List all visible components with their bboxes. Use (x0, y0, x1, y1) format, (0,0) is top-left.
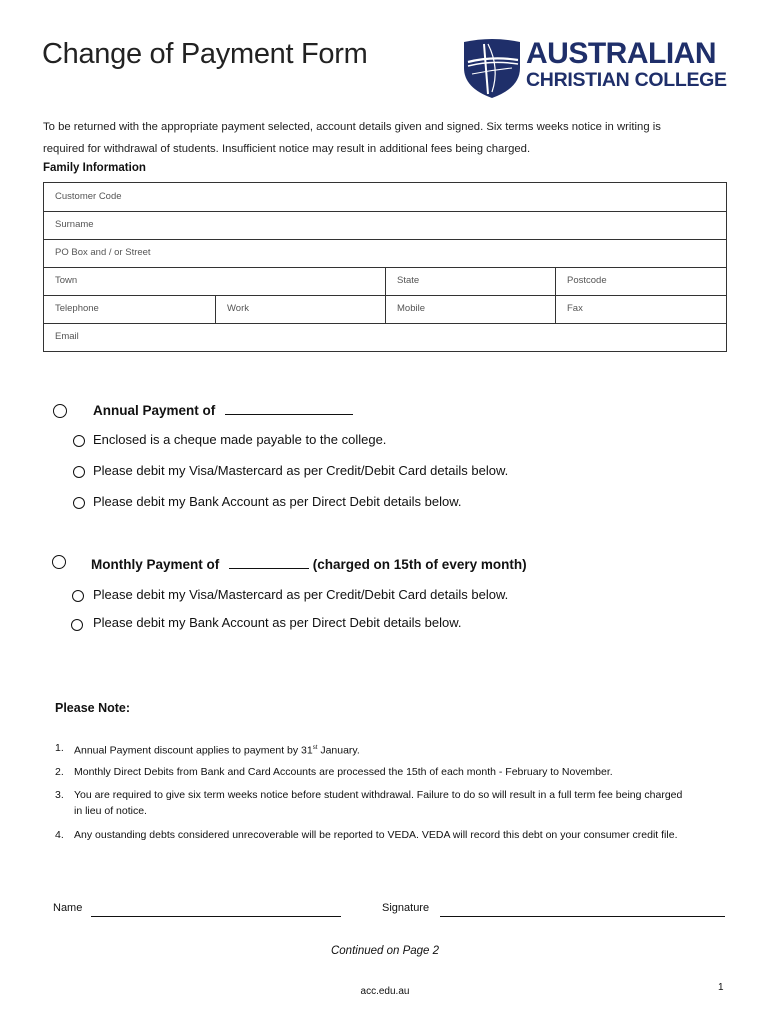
monthly-payment-radio[interactable] (52, 555, 66, 569)
note-3-line-2: in lieu of notice. (74, 805, 147, 817)
page-title: Change of Payment Form (42, 38, 368, 70)
intro-line-2: required for withdrawal of students. Insufficient notice may result in additional fees being charged. (43, 143, 531, 155)
town-row (44, 267, 726, 296)
email-field[interactable]: Email (55, 331, 79, 342)
monthly-card-option: Please debit my Visa/Mastercard as per Credit/Debit Card details below. (93, 587, 509, 602)
town-field[interactable]: Town (55, 275, 78, 286)
work-field[interactable]: Work (215, 295, 385, 323)
annual-card-radio[interactable] (73, 466, 85, 478)
website-footer: acc.edu.au (360, 986, 410, 997)
monthly-card-radio[interactable] (72, 590, 84, 602)
note-1-pre: Annual Payment discount applies to payment by 31 (74, 744, 313, 757)
note-1-post: January. (317, 744, 360, 757)
college-logo (462, 38, 728, 102)
logo-text-line2: CHRISTIAN COLLEGE (526, 69, 727, 91)
monthly-charge-note: (charged on 15th of every month) (312, 557, 527, 572)
name-label: Name (53, 902, 83, 914)
note-number: 4. (55, 829, 64, 841)
po-box-field[interactable]: PO Box and / or Street (55, 247, 151, 258)
monthly-payment-label: Monthly Payment of (91, 557, 220, 572)
note-number: 1. (55, 742, 64, 754)
monthly-payment-heading (91, 554, 527, 572)
intro-line-1: To be returned with the appropriate payment selected, account details given and signed. Six terms weeks notice in writing is (43, 121, 661, 133)
note-number: 3. (55, 789, 64, 801)
annual-bank-option: Please debit my Bank Account as per Direct Debit details below. (93, 494, 462, 509)
annual-cheque-option: Enclosed is a cheque made payable to the college. (93, 432, 387, 447)
note-text: Monthly Direct Debits from Bank and Card Accounts are processed the 15th of each month - February to November. (74, 766, 613, 778)
page-number: 1 (718, 982, 724, 993)
please-note-heading: Please Note: (55, 701, 131, 715)
surname-row (44, 211, 726, 240)
signature-line[interactable] (440, 915, 725, 917)
intro-text (43, 116, 713, 160)
name-line[interactable] (91, 915, 341, 917)
surname-field[interactable]: Surname (55, 219, 94, 230)
continued-note: Continued on Page 2 (330, 945, 440, 957)
telephone-row (44, 295, 726, 324)
email-row (44, 323, 726, 351)
state-field[interactable]: State (385, 267, 555, 295)
fax-field[interactable]: Fax (555, 295, 726, 323)
note-3-line-1: You are required to give six term weeks notice before student withdrawal. Failure to do so will result in a full term fee being charged (74, 789, 683, 801)
note-text (74, 740, 724, 759)
postcode-field[interactable]: Postcode (555, 267, 726, 295)
note-text (74, 787, 724, 819)
family-information-heading: Family Information (43, 162, 146, 174)
note-text: Any oustanding debts considered unrecoverable will be reported to VEDA. VEDA will record this debt on your consumer credit file. (74, 829, 678, 841)
annual-payment-heading (93, 400, 353, 418)
family-information-grid (43, 182, 727, 352)
annual-payment-label: Annual Payment of (93, 403, 216, 418)
logo-text-line1: AUSTRALIAN (526, 37, 716, 70)
monthly-bank-option: Please debit my Bank Account as per Direct Debit details below. (93, 615, 462, 630)
note-number: 2. (55, 766, 64, 778)
shield-icon (462, 38, 522, 100)
signature-label: Signature (382, 902, 430, 914)
annual-card-option: Please debit my Visa/Mastercard as per Credit/Debit Card details below. (93, 463, 509, 478)
annual-amount-blank[interactable] (225, 400, 353, 415)
mobile-field[interactable]: Mobile (385, 295, 555, 323)
annual-cheque-radio[interactable] (73, 435, 85, 447)
monthly-amount-blank[interactable] (229, 554, 309, 569)
telephone-field[interactable]: Telephone (55, 303, 99, 314)
annual-payment-radio[interactable] (53, 404, 67, 418)
po-box-row (44, 239, 726, 268)
customer-code-row (44, 183, 726, 212)
monthly-bank-radio[interactable] (71, 619, 83, 631)
customer-code-field[interactable]: Customer Code (55, 191, 122, 202)
annual-bank-radio[interactable] (73, 497, 85, 509)
note-1-sup: st (312, 745, 318, 751)
